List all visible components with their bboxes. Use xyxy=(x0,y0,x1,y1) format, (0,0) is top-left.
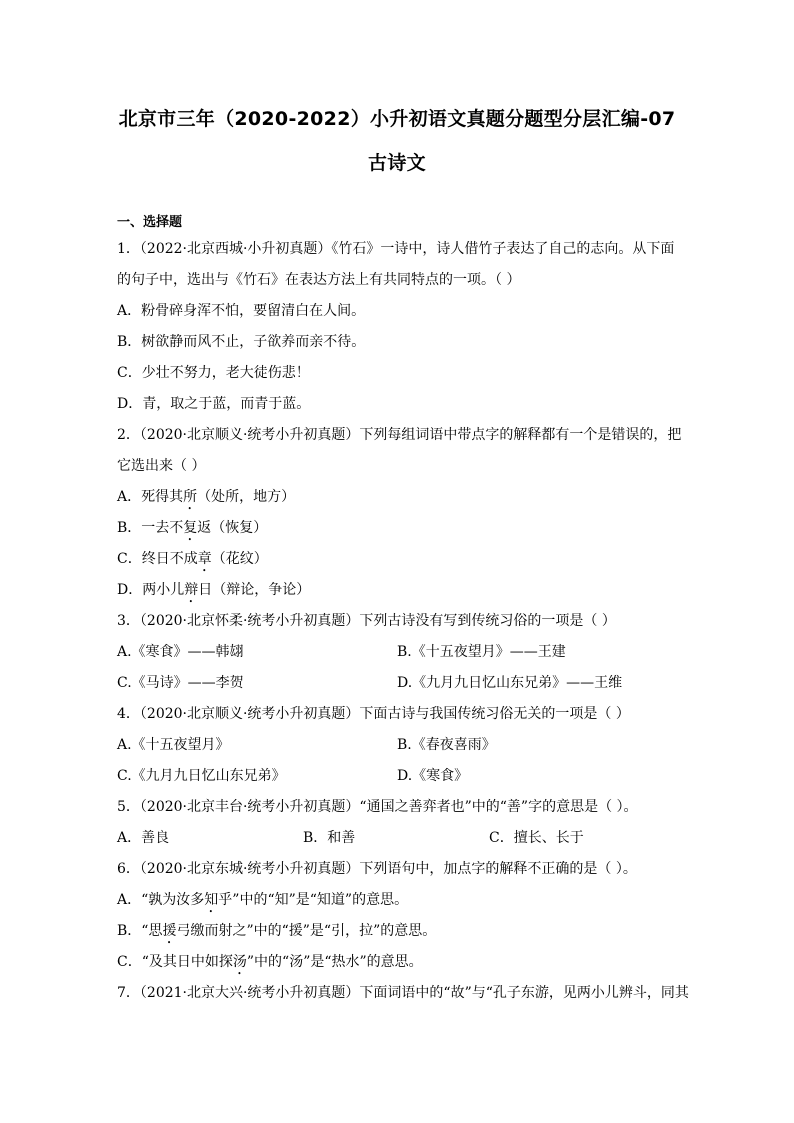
option-row xyxy=(117,668,677,699)
question-stem: 5．（2020·北京丰台·统考小升初真题）“通国之善弈者也”中的“善”字的意思是（ ）。 xyxy=(117,799,638,815)
question-7 xyxy=(117,978,689,1009)
option-c xyxy=(117,947,677,978)
option-c xyxy=(117,544,677,575)
option-d: D.《寒食》 xyxy=(397,768,469,784)
dotted-character: 援 xyxy=(162,923,177,939)
option-b: B.《春夜喜雨》 xyxy=(397,737,496,753)
option-text: 返（恢复） xyxy=(197,520,268,536)
dotted-character: 辩 xyxy=(184,582,199,598)
option-d: D．青，取之于蓝，而青于蓝。 xyxy=(117,396,311,412)
option-a: A.《十五夜望月》 xyxy=(117,737,230,753)
question-2 xyxy=(117,420,682,606)
option-b: B．和善 xyxy=(303,830,356,846)
document-title-line1: 北京市三年（2020-2022）小升初语文真题分题型分层汇编-07 xyxy=(118,108,676,130)
option-a: A．善良 xyxy=(117,830,170,846)
option-text: A．“孰为汝多 xyxy=(117,892,205,908)
question-4 xyxy=(117,699,677,792)
option-text: （花纹） xyxy=(211,551,268,567)
option-b: B.《十五夜望月》——王建 xyxy=(397,644,566,660)
question-stem-line: 的句子中，选出与《竹石》在表达方法上有共同特点的一项。（ ） xyxy=(117,272,521,288)
dotted-character: 章 xyxy=(197,551,212,567)
section-title: 一、选择题 xyxy=(117,215,183,230)
question-1 xyxy=(117,234,677,420)
dotted-character: 知 xyxy=(204,892,219,908)
question-5 xyxy=(117,792,677,854)
document-body xyxy=(117,212,689,1009)
option-a xyxy=(117,885,677,916)
option-c: C．少壮不努力，老大徒伤悲！ xyxy=(117,365,310,381)
option-a: A．粉骨碎身浑不怕，要留清白在人间。 xyxy=(117,303,366,319)
option-text: ”中的“汤”是“热水”的意思。 xyxy=(246,954,423,970)
question-stem: 7．（2021·北京大兴·统考小升初真题）下面词语中的“故”与“孔子东游，见两小儿辨斗，同其 xyxy=(117,985,689,1001)
option-text: D．两小儿 xyxy=(117,582,185,598)
option-row xyxy=(117,730,677,761)
option-text: B．一去不 xyxy=(117,520,184,536)
dotted-character: 所 xyxy=(183,489,198,505)
dotted-character: 复 xyxy=(183,520,198,536)
option-text: （处所，地方） xyxy=(197,489,296,505)
question-6 xyxy=(117,854,677,978)
option-d xyxy=(117,575,677,606)
question-stem-line: 1．（2022·北京西城·小升初真题）《竹石》一诗中，诗人借竹子表达了自己的志向。从下面 xyxy=(117,241,675,257)
question-stem-line: 它选出来（ ） xyxy=(117,458,206,474)
option-text: 日（辩论，争论） xyxy=(198,582,311,598)
option-row xyxy=(117,761,677,792)
option-text: 弓缴而射之”中的“援”是“引，拉”的意思。 xyxy=(176,923,437,939)
option-a: A.《寒食》——韩翃 xyxy=(117,644,244,660)
question-stem: 4．（2020·北京顺义·统考小升初真题）下面古诗与我国传统习俗无关的一项是（ ） xyxy=(117,706,630,722)
option-c: C.《九月九日忆山东兄弟》 xyxy=(117,768,286,784)
option-row xyxy=(117,637,677,668)
option-b: B．树欲静而风不止，子欲养而亲不待。 xyxy=(117,334,366,350)
option-c: C.《马诗》——李贺 xyxy=(117,675,244,691)
option-a xyxy=(117,482,677,513)
option-text: A．死得其 xyxy=(117,489,184,505)
option-text: B．“思 xyxy=(117,923,163,939)
option-text: C．“及其日中如探 xyxy=(117,954,233,970)
question-3 xyxy=(117,606,677,699)
question-stem: 6．（2020·北京东城·统考小升初真题）下列语句中，加点字的解释不正确的是（ ）。 xyxy=(117,861,637,877)
option-b xyxy=(117,916,677,947)
question-stem-line: 2．（2020·北京顺义·统考小升初真题）下列每组词语中带点字的解释都有一个是错误的，把 xyxy=(117,427,682,443)
document-title-line2: 古诗文 xyxy=(368,152,426,174)
option-row xyxy=(117,823,677,854)
option-text: C．终日不成 xyxy=(117,551,198,567)
option-b xyxy=(117,513,677,544)
option-d: D.《九月九日忆山东兄弟》——王维 xyxy=(397,675,623,691)
option-text: 乎”中的“知”是“知道”的意思。 xyxy=(218,892,409,908)
option-c: C．擅长、长于 xyxy=(489,830,584,846)
question-stem: 3．（2020·北京怀柔·统考小升初真题）下列古诗没有写到传统习俗的一项是（ ） xyxy=(117,613,616,629)
dotted-character: 汤 xyxy=(232,954,247,970)
